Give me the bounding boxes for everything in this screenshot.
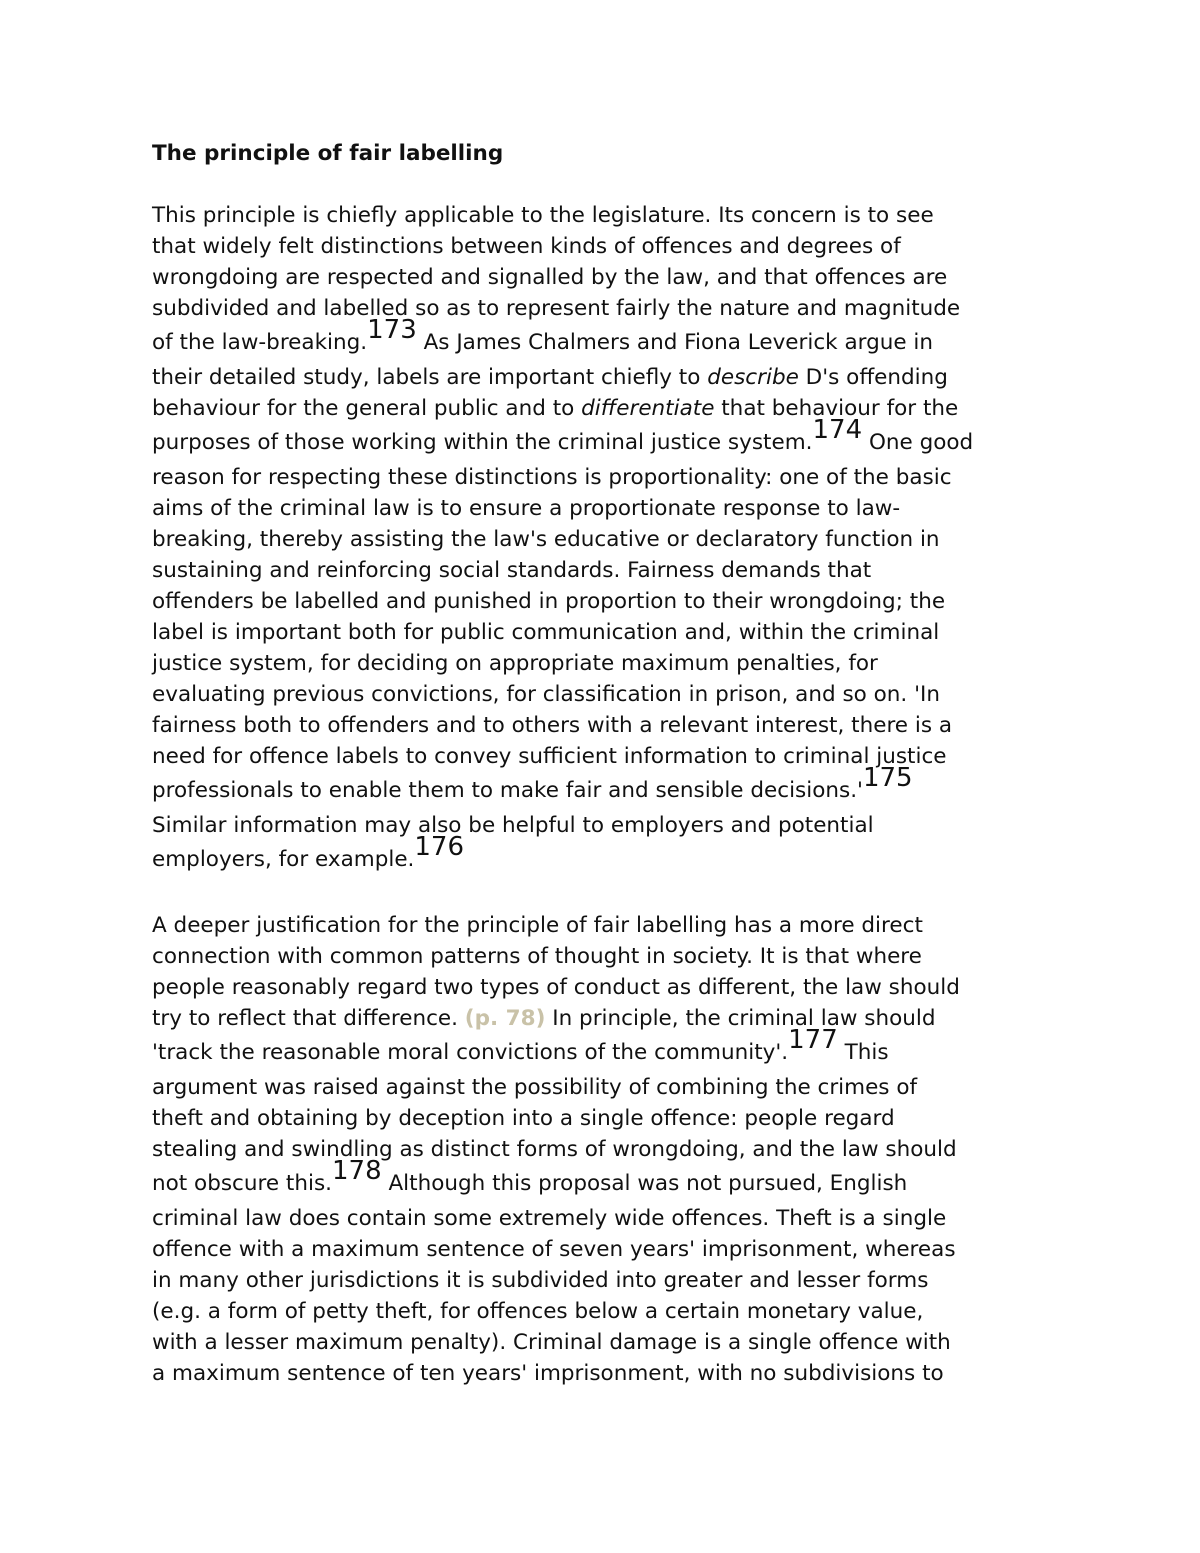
footnote-ref-174: 174 (812, 415, 863, 446)
text-line: sustaining and reinforcing social standards. Fairness demands that (152, 558, 872, 583)
text-line: fairness both to offenders and to others with a relevant interest, there is a (152, 713, 953, 738)
text-run: As James Chalmers and Fiona Leverick argue in (416, 330, 934, 355)
text-run: professionals to enable them to make fair and sensible decisions.' (152, 778, 863, 803)
text-line: aims of the criminal law is to ensure a proportionate response to law- (152, 496, 901, 521)
emphasis-text: differentiate (581, 396, 715, 421)
text-run: This (837, 1040, 889, 1065)
emphasis-text: describe (707, 365, 799, 390)
section-heading: The principle of fair labelling (152, 141, 504, 166)
text-run: In principle, the criminal law should (545, 1006, 936, 1031)
text-run: One good (862, 430, 974, 455)
text-line: offenders be labelled and punished in proportion to their wrongdoing; the (152, 589, 946, 614)
text-line: offence with a maximum sentence of seven years' imprisonment, whereas (152, 1237, 956, 1262)
text-line: with a lesser maximum penalty). Criminal damage is a single offence with (152, 1330, 951, 1355)
text-line (152, 1025, 1052, 1072)
text-line: justice system, for deciding on appropriate maximum penalties, for (152, 651, 878, 676)
text-run: employers, for example. (152, 847, 415, 872)
text-line: a maximum sentence of ten years' imprisonment, with no subdivisions to (152, 1361, 944, 1386)
text-line: stealing and swindling as distinct forms of wrongdoing, and the law should (152, 1137, 957, 1162)
text-run: behaviour for the general public and to (152, 396, 582, 421)
page-reference: (p. 78) (464, 1006, 546, 1031)
text-line: (e.g. a form of petty theft, for offences below a certain monetary value, (152, 1299, 924, 1324)
text-line: need for offence labels to convey sufficient information to criminal justice (152, 744, 947, 769)
text-line: theft and obtaining by deception into a single offence: people regard (152, 1106, 895, 1131)
text-line: people reasonably regard two types of conduct as different, the law should (152, 975, 960, 1000)
text-line: breaking, thereby assisting the law's educative or declaratory function in (152, 527, 940, 552)
text-line: evaluating previous convictions, for classification in prison, and so on. 'In (152, 682, 940, 707)
text-line: wrongdoing are respected and signalled by the law, and that offences are (152, 265, 948, 290)
text-line: Similar information may also be helpful to employers and potential (152, 813, 874, 838)
text-line: A deeper justification for the principle of fair labelling has a more direct (152, 913, 923, 938)
footnote-ref-176: 176 (414, 832, 465, 863)
footnote-ref-178: 178 (332, 1156, 382, 1187)
text-run: that behaviour for the (714, 396, 959, 421)
text-line (152, 763, 1052, 810)
text-line: argument was raised against the possibility of combining the crimes of (152, 1075, 918, 1100)
text-run: purposes of those working within the criminal justice system. (152, 430, 813, 455)
paragraph-2 (152, 910, 1052, 1389)
text-line (152, 1003, 1052, 1034)
text-run: not obscure this. (152, 1171, 332, 1196)
document-body (152, 138, 1052, 1420)
text-line: that widely felt distinctions between kinds of offences and degrees of (152, 234, 901, 259)
text-line (152, 393, 1052, 424)
text-run: 'track the reasonable moral convictions of the community'. (152, 1040, 789, 1065)
text-line: in many other jurisdictions it is subdivided into greater and lesser forms (152, 1268, 929, 1293)
text-line: This principle is chiefly applicable to the legislature. Its concern is to see (152, 203, 934, 228)
text-line (152, 315, 1052, 362)
paragraph-1 (152, 200, 1052, 879)
footnote-ref-175: 175 (862, 763, 913, 794)
text-line: subdivided and labelled so as to represent fairly the nature and magnitude (152, 296, 961, 321)
text-run: Although this proposal was not pursued, English (381, 1171, 908, 1196)
text-line (152, 415, 1052, 462)
text-run: their detailed study, labels are important chiefly to (152, 365, 708, 390)
text-line: connection with common patterns of thought in society. It is that where (152, 944, 922, 969)
text-line: reason for respecting these distinctions is proportionality: one of the basic (152, 465, 952, 490)
text-run: try to reflect that difference. (152, 1006, 465, 1031)
text-line (152, 362, 1052, 393)
text-run: of the law-breaking. (152, 330, 368, 355)
text-line (152, 1156, 1052, 1203)
text-run: D's offending (798, 365, 948, 390)
text-line: label is important both for public communication and, within the criminal (152, 620, 940, 645)
text-line (152, 832, 1052, 879)
footnote-ref-177: 177 (788, 1025, 838, 1056)
text-line: criminal law does contain some extremely wide offences. Theft is a single (152, 1206, 947, 1231)
footnote-ref-173: 173 (367, 315, 417, 346)
